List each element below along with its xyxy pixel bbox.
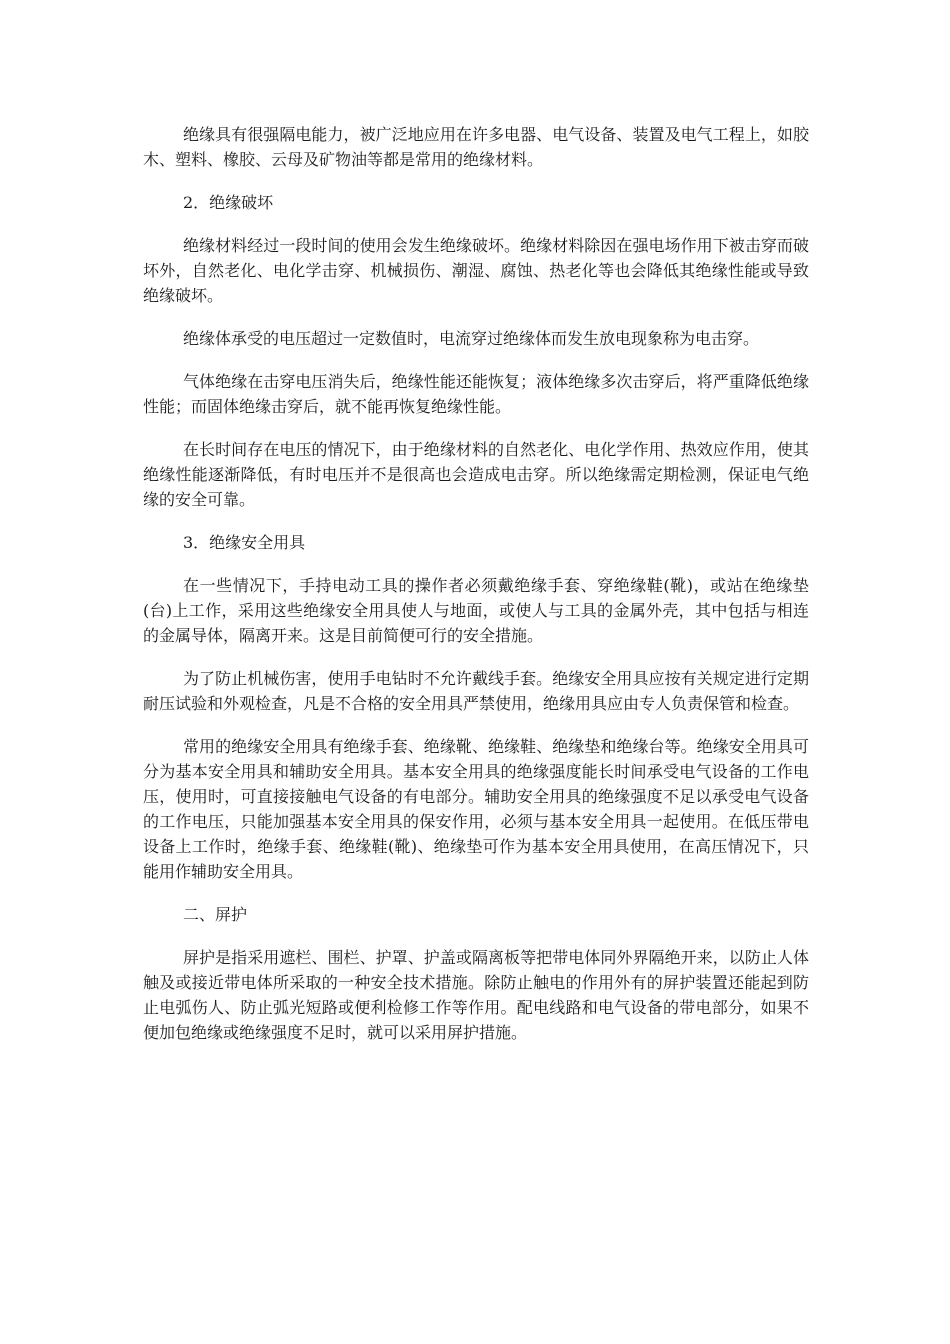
heading-shielding: 二、屏护 (183, 905, 248, 924)
heading-insulating-safety-tools: 3．绝缘安全用具 (183, 533, 306, 552)
paragraph-breakdown-recovery: 气体绝缘在击穿电压消失后，绝缘性能还能恢复；液体绝缘多次击穿后，将严重降低绝缘性能；而固体绝缘击穿后，就不能再恢复绝缘性能。 (143, 372, 809, 416)
paragraph-safety-tools-usage: 在一些情况下，手持电动工具的操作者必须戴绝缘手套、穿绝缘鞋(靴)，或站在绝缘垫(台)上工作，采用这些绝缘安全用具使人与地面，或使人与工具的金属外壳，其中包括与相连的金属导体，隔离开来。这是目前简便可行的安全措施。 (143, 576, 809, 645)
paragraph-safety-tools-types: 常用的绝缘安全用具有绝缘手套、绝缘靴、绝缘鞋、绝缘垫和绝缘台等。绝缘安全用具可分为基本安全用具和辅助安全用具。基本安全用具的绝缘强度能长时间承受电气设备的工作电压，使用时，可直接接触电气设备的有电部分。辅助安全用具的绝缘强度不足以承受电气设备的工作电压，只能加强基本安全用具的保安作用，必须与基本安全用具一起使用。在低压带电设备上工作时，绝缘手套、绝缘鞋(靴)、绝缘垫可作为基本安全用具使用，在高压情况下，只能用作辅助安全用具。 (143, 737, 809, 881)
heading-insulation-breakdown: 2．绝缘破坏 (183, 193, 274, 212)
paragraph-aging: 在长时间存在电压的情况下，由于绝缘材料的自然老化、电化学作用、热效应作用，使其绝缘性能逐渐降低，有时电压并不是很高也会造成电击穿。所以绝缘需定期检测，保证电气绝缘的安全可靠。 (143, 440, 809, 509)
paragraph-electric-breakdown: 绝缘体承受的电压超过一定数值时，电流穿过绝缘体而发生放电现象称为电击穿。 (183, 329, 760, 348)
paragraph-safety-tools-inspection: 为了防止机械伤害，使用手电钻时不允许戴线手套。绝缘安全用具应按有关规定进行定期耐压试验和外观检查，凡是不合格的安全用具严禁使用，绝缘用具应由专人负责保管和检查。 (143, 669, 809, 713)
document-body (143, 122, 809, 1063)
paragraph-shielding: 屏护是指采用遮栏、围栏、护罩、护盖或隔离板等把带电体同外界隔绝开来，以防止人体触及或接近带电体所采取的一种安全技术措施。除防止触电的作用外有的屏护装置还能起到防止电弧伤人、防止弧光短路或便利检修工作等作用。配电线路和电气设备的带电部分，如果不便加包绝缘或绝缘强度不足时，就可以采用屏护措施。 (143, 948, 809, 1042)
paragraph-insulation-intro: 绝缘具有很强隔电能力，被广泛地应用在许多电器、电气设备、装置及电气工程上，如胶木、塑料、橡胶、云母及矿物油等都是常用的绝缘材料。 (143, 125, 809, 169)
paragraph-breakdown-causes: 绝缘材料经过一段时间的使用会发生绝缘破坏。绝缘材料除因在强电场作用下被击穿而破坏外，自然老化、电化学击穿、机械损伤、潮湿、腐蚀、热老化等也会降低其绝缘性能或导致绝缘破坏。 (143, 236, 809, 305)
